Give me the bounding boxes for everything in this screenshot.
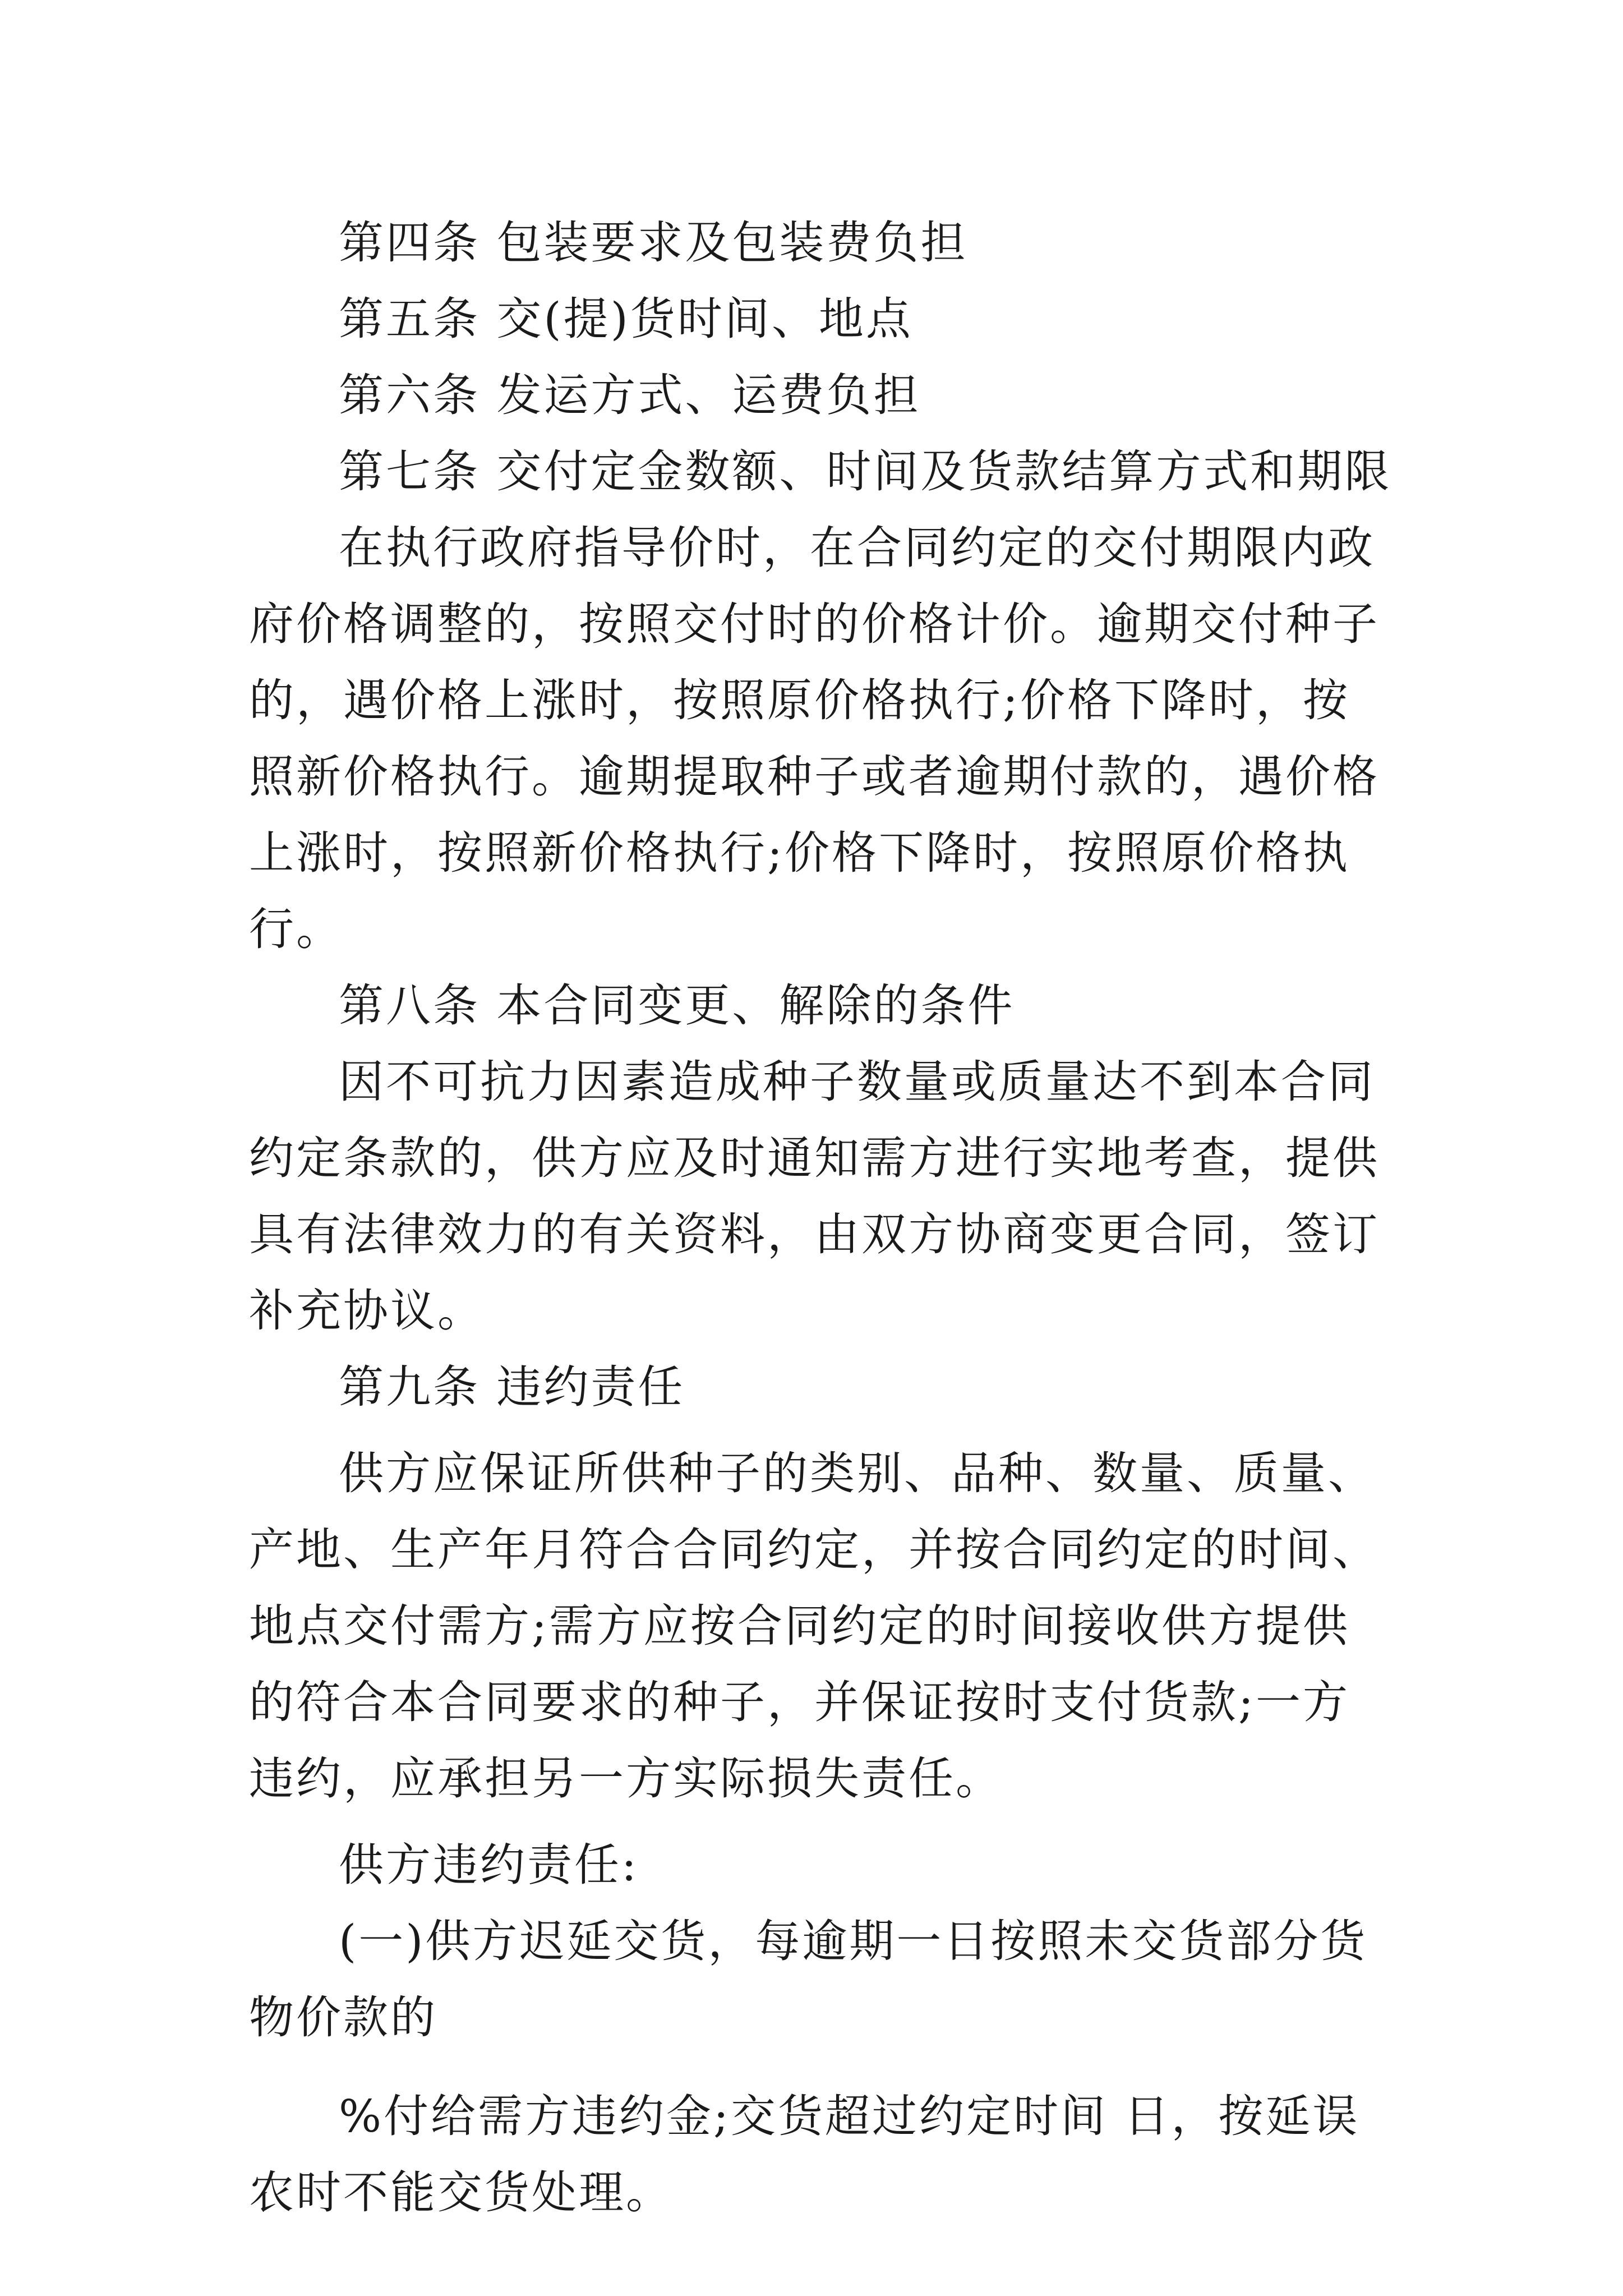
supplier-liability-item-1: (一)供方迟延交货，每逾期一日按照未交货部分货物价款的 — [249, 1915, 1368, 2044]
article-9-body: 供方应保证所供种子的类别、品种、数量、质量、产地、生产年月符合合同约定，并按合同约定的时间、地点交付需方;需方应按合同约定的时间接收供方提供的符合本合同要求的种子，并保证按时支付货款;一方违约，应承担另一方实际损失责任。 — [249, 1447, 1380, 1805]
article-8-body: 因不可抗力因素造成种子数量或质量达不到本合同约定条款的，供方应及时通知需方进行实地考查，提供具有法律效力的有关资料，由双方协商变更合同，签订补充协议。 — [249, 1056, 1380, 1337]
article-6-heading: 第六条 发运方式、运费负担 — [339, 369, 921, 421]
article-7-heading: 第七条 交付定金数额、时间及货款结算方式和期限 — [339, 445, 1392, 498]
article-7-body: 在执行政府指导价时，在合同约定的交付期限内政府价格调整的，按照交付时的价格计价。逾期交付种子的，遇价格上涨时，按照原价格执行;价格下降时，按照新价格执行。逾期提取种子或者逾期付款的，遇价格上涨时，按照新价格执行;价格下降时，按照原价格执行。 — [249, 522, 1380, 955]
article-9-heading: 第九条 违约责任 — [339, 1361, 685, 1413]
supplier-liability-item-1-continued: %付给需方违约金;交货超过约定时间 日，按延误农时不能交货处理。 — [249, 2090, 1360, 2219]
article-5-heading: 第五条 交(提)货时间、地点 — [339, 293, 913, 345]
article-8-heading: 第八条 本合同变更、解除的条件 — [339, 979, 1015, 1032]
document-body — [249, 205, 1396, 2231]
supplier-liability-heading: 供方违约责任: — [339, 1839, 639, 1891]
article-4-heading: 第四条 包装要求及包装费负担 — [339, 217, 968, 269]
